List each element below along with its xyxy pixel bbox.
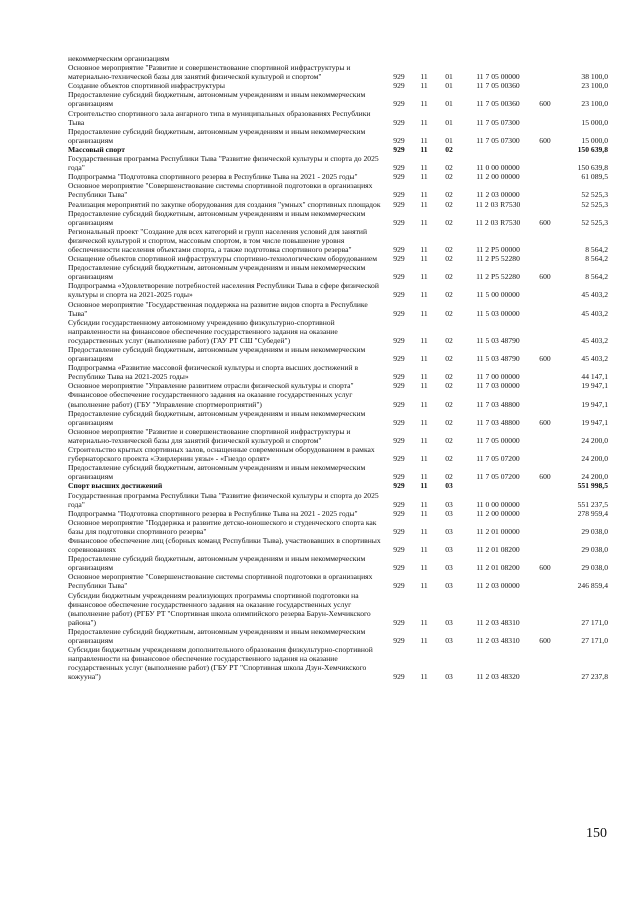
row-pr: 03 (445, 499, 453, 509)
row-ved: 929 (393, 272, 405, 282)
row-sum: 52 525,3 (581, 217, 608, 227)
row-pr: 02 (445, 217, 453, 227)
row-rz: 11 (420, 172, 428, 182)
table-row (68, 427, 608, 445)
row-csr: 11 5 03 00000 (476, 308, 520, 318)
row-name: Основное мероприятие "Совершенствование системы спортивной подготовки в организациях Республики Тыва" (68, 572, 373, 591)
row-rz: 11 (420, 499, 428, 509)
row-csr: 11 2 03 00000 (476, 581, 520, 591)
row-name: Финансовое обеспечение лиц (сборных команд Республики Тыва), участвовавших в спортивных соревнованиях (68, 535, 381, 555)
row-pr: 02 (445, 190, 453, 200)
row-name: Предоставление субсидий бюджетным, автономным учреждениям и иным некоммерческим организациям (68, 626, 366, 645)
table-row (68, 181, 608, 199)
row-rz: 11 (420, 481, 428, 491)
row-pr: 02 (445, 308, 453, 318)
row-sum: 15 000,0 (581, 135, 608, 145)
row-sum: 45 403,2 (581, 335, 608, 345)
row-rz: 11 (420, 290, 428, 300)
row-sum: 27 237,8 (581, 672, 608, 682)
row-pr: 02 (445, 254, 453, 264)
table-row (68, 227, 608, 254)
row-name: Основное мероприятие "Управление развитием отрасли физической культуры и спорта" (68, 381, 354, 391)
row-rz: 11 (420, 72, 428, 82)
row-ved: 929 (393, 545, 405, 555)
row-ved: 929 (393, 117, 405, 127)
row-rz (412, 54, 436, 63)
row-vr (534, 63, 556, 81)
row-ved: 929 (393, 636, 405, 645)
row-pr: 01 (445, 72, 453, 82)
row-name: Государственная программа Республики Тыва "Развитие физической культуры и спорта до 2025 года" (68, 490, 379, 509)
row-vr: 600 (539, 472, 551, 482)
row-rz: 11 (420, 272, 428, 282)
row-pr: 01 (445, 117, 453, 127)
row-vr (534, 427, 556, 445)
row-pr: 02 (445, 454, 453, 464)
row-ved: 929 (393, 335, 405, 345)
row-csr: 11 5 03 48790 (476, 335, 520, 345)
row-sum: 52 525,3 (581, 199, 608, 209)
row-vr (534, 645, 556, 681)
row-name: Субсидии государственному автономному учреждению физкультурно-спортивной направленности на финансовое обеспечение государственного задания на оказание государственных услуг (выполнение работ) (ГАУ РТ СШ "Субедей") (68, 317, 338, 345)
row-rz: 11 (420, 435, 428, 445)
row-sum: 24 200,0 (581, 454, 608, 464)
row-vr (534, 172, 556, 181)
row-ved: 929 (393, 417, 405, 427)
row-name: Строительство крытых спортивных залов, оснащенные современным оборудованием в рамках губернаторского проекта «Эзирлернин уязы» - «Гнездо орлят» (68, 445, 375, 464)
row-vr (534, 227, 556, 254)
row-ved: 929 (393, 72, 405, 82)
row-csr: 11 2 00 00000 (476, 172, 520, 182)
row-rz: 11 (420, 399, 428, 409)
table-row (68, 390, 608, 408)
row-csr: 11 0 00 00000 (476, 163, 520, 173)
row-csr (462, 481, 534, 490)
row-vr: 600 (539, 135, 551, 145)
row-rz: 11 (420, 217, 428, 227)
row-pr: 01 (445, 99, 453, 109)
row-csr: 11 2 03 R7530 (475, 217, 521, 227)
row-name: Подпрограмма "Подготовка спортивного резерва в Республике Тыва на 2021 - 2025 годы" (68, 508, 358, 518)
row-rz: 11 (420, 81, 428, 91)
row-name: Предоставление субсидий бюджетным, автономным учреждениям и иным некоммерческим организациям (68, 554, 366, 573)
table-row (68, 318, 608, 345)
row-ved: 929 (393, 190, 405, 200)
table-row (68, 445, 608, 463)
row-sum: 52 525,3 (581, 190, 608, 200)
row-pr: 02 (445, 381, 453, 391)
row-rz: 11 (420, 244, 428, 254)
row-rz: 11 (420, 381, 428, 391)
page-number: 150 (586, 826, 607, 841)
row-sum: 27 171,0 (581, 617, 608, 627)
row-csr: 11 2 01 08200 (476, 563, 520, 573)
row-ved: 929 (393, 508, 405, 518)
row-csr: 11 2 03 R7530 (475, 199, 521, 209)
row-sum: 246 859,4 (577, 581, 608, 591)
row-pr: 02 (445, 472, 453, 482)
row-sum (556, 54, 608, 63)
row-ved: 929 (393, 499, 405, 509)
row-rz: 11 (420, 144, 428, 154)
row-vr (534, 390, 556, 408)
row-name: Строительство спортивного зала ангарного типа в муниципальных образованиях Республики Тыва (68, 108, 371, 127)
row-vr (534, 518, 556, 536)
table-row (68, 591, 608, 627)
row-pr: 03 (445, 545, 453, 555)
table-row (68, 536, 608, 554)
row-rz: 11 (420, 581, 428, 591)
row-vr (534, 154, 556, 172)
table-row (68, 645, 608, 681)
row-vr (534, 536, 556, 554)
row-ved: 929 (393, 672, 405, 682)
row-sum: 45 403,2 (581, 354, 608, 364)
table-row (68, 127, 608, 145)
row-vr (534, 481, 556, 490)
row-ved: 929 (393, 135, 405, 145)
row-csr: 11 5 03 48790 (476, 354, 520, 364)
row-name: Предоставление субсидий бюджетным, автономным учреждениям и иным некоммерческим организациям (68, 408, 366, 427)
row-ved: 929 (393, 163, 405, 173)
table-row (68, 381, 608, 390)
row-rz: 11 (420, 545, 428, 555)
row-name: Предоставление субсидий бюджетным, автономным учреждениям и иным некоммерческим организациям (68, 263, 366, 282)
table-row (68, 90, 608, 108)
row-pr: 01 (445, 81, 453, 91)
row-ved: 929 (393, 217, 405, 227)
row-ved: 929 (393, 199, 405, 209)
row-name: Государственная программа Республики Тыва "Развитие физической культуры и спорта до 2025 года" (68, 154, 379, 173)
row-rz: 11 (420, 372, 428, 382)
row-csr: 11 7 03 00000 (476, 381, 520, 391)
row-rz: 11 (420, 99, 428, 109)
row-sum: 27 171,0 (581, 636, 608, 645)
row-sum: 551 998,5 (577, 481, 608, 491)
table-row (68, 481, 608, 490)
row-name: Предоставление субсидий бюджетным, автономным учреждениям и иным некоммерческим организациям (68, 463, 366, 482)
row-vr (534, 509, 556, 518)
row-sum: 38 100,0 (581, 72, 608, 82)
row-vr (534, 572, 556, 590)
row-vr (534, 254, 556, 263)
row-sum: 29 038,0 (581, 545, 608, 555)
row-rz: 11 (420, 472, 428, 482)
table-row (68, 572, 608, 590)
table-row (68, 627, 608, 645)
table-row (68, 81, 608, 90)
row-name: Подпрограмма "Подготовка спортивного резерва в Республике Тыва на 2021 - 2025 годы" (68, 172, 358, 182)
table-row (68, 254, 608, 263)
row-rz: 11 (420, 617, 428, 627)
row-csr: 11 0 00 00000 (476, 499, 520, 509)
row-name: некоммерческим организациям (68, 54, 170, 63)
row-vr: 600 (539, 354, 551, 364)
table-row (68, 300, 608, 318)
table-row (68, 463, 608, 481)
row-sum: 44 147,1 (581, 372, 608, 382)
row-vr (534, 300, 556, 318)
table-row (68, 54, 608, 63)
row-rz: 11 (420, 508, 428, 518)
row-ved: 929 (393, 81, 405, 91)
row-sum: 8 564,2 (585, 272, 608, 282)
row-name: Основное мероприятие "Развитие и совершенствование спортивной инфраструктуры и материально-технической базы для занятий физической культурой и спортом" (68, 63, 351, 82)
row-sum: 24 200,0 (581, 435, 608, 445)
row-csr (462, 145, 534, 154)
row-name: Массовый спорт (68, 144, 126, 154)
row-sum: 551 237,5 (577, 499, 608, 509)
row-sum: 29 038,0 (581, 526, 608, 536)
row-ved: 929 (393, 144, 405, 154)
row-sum: 45 403,2 (581, 290, 608, 300)
row-ved: 929 (393, 372, 405, 382)
row-csr: 11 2 P5 52280 (476, 272, 520, 282)
row-vr (534, 381, 556, 390)
row-pr: 02 (445, 335, 453, 345)
row-csr: 11 2 03 48320 (476, 672, 520, 682)
row-pr: 03 (445, 508, 453, 518)
table-row (68, 145, 608, 154)
row-csr: 11 7 03 48800 (476, 399, 520, 409)
row-sum: 8 564,2 (585, 254, 608, 264)
row-vr (534, 318, 556, 345)
table-row (68, 172, 608, 181)
row-ved: 929 (393, 435, 405, 445)
row-sum: 19 947,1 (581, 381, 608, 391)
row-rz: 11 (420, 417, 428, 427)
row-name: Оснащение объектов спортивной инфраструктуры спортивно-технологическим оборудованием (68, 254, 378, 264)
row-pr: 02 (445, 172, 453, 182)
row-vr (534, 145, 556, 154)
row-pr: 01 (445, 135, 453, 145)
row-pr: 03 (445, 617, 453, 627)
row-vr: 600 (539, 563, 551, 573)
row-vr (534, 109, 556, 127)
table-row (68, 518, 608, 536)
row-sum: 23 100,0 (581, 81, 608, 91)
row-vr (534, 181, 556, 199)
row-vr: 600 (539, 99, 551, 109)
row-name: Региональный проект "Создание для всех категорий и групп населения условий для занятий физической культурой и спортом, массовым спортом, в том числе повышение уровня обеспеченности населения объектами спорта, а также подготовка спортивного резерва" (68, 226, 368, 254)
row-pr: 02 (445, 163, 453, 173)
row-name: Спорт высших достижений (68, 481, 163, 491)
table-row (68, 491, 608, 509)
row-pr: 02 (445, 144, 453, 154)
row-name: Реализация мероприятий по закупке оборудования для создания "умных" спортивных площадок (68, 199, 381, 209)
row-rz: 11 (420, 117, 428, 127)
row-rz: 11 (420, 135, 428, 145)
row-name: Предоставление субсидий бюджетным, автономным учреждениям и иным некоммерческим организациям (68, 90, 366, 109)
row-csr: 11 2 03 48310 (476, 636, 520, 645)
table-row (68, 509, 608, 518)
table-row (68, 209, 608, 227)
row-name: Предоставление субсидий бюджетным, автономным учреждениям и иным некоммерческим организациям (68, 126, 366, 145)
row-name: Основное мероприятие "Поддержка и развитие детско-юношеского и студенческого спорта как базы для подготовки спортивного резерва" (68, 517, 377, 536)
row-csr: 11 2 00 00000 (476, 508, 520, 518)
row-vr (534, 591, 556, 627)
table-row (68, 154, 608, 172)
row-csr: 11 5 00 00000 (476, 290, 520, 300)
row-vr (534, 491, 556, 509)
row-pr: 03 (445, 636, 453, 645)
row-sum: 8 564,2 (585, 244, 608, 254)
row-name: Подпрограмма «Развитие массовой физической культуры и спорта высших достижений в Республике Тыва на 2021-2025 годы» (68, 363, 359, 382)
row-sum: 61 089,5 (581, 172, 608, 182)
row-ved: 929 (393, 526, 405, 536)
row-csr: 11 7 05 00000 (476, 435, 520, 445)
row-pr: 02 (445, 417, 453, 427)
row-rz: 11 (420, 354, 428, 364)
table-row (68, 263, 608, 281)
row-name: Субсидии бюджетным учреждениям дополнительного образования физкультурно-спортивной направленности на финансовое обеспечение государственного задания на оказание государственных услуг (выполнение работ) (ГБУ РТ "Спортивная школа Дзун-Хемчикского кожууна") (68, 645, 373, 682)
row-pr: 02 (445, 199, 453, 209)
row-name: Создание объектов спортивной инфраструктуры (68, 81, 225, 91)
row-ved: 929 (393, 617, 405, 627)
row-rz: 11 (420, 672, 428, 682)
row-name: Предоставление субсидий бюджетным, автономным учреждениям и иным некоммерческим организациям (68, 208, 366, 227)
row-rz: 11 (420, 254, 428, 264)
row-ved: 929 (393, 381, 405, 391)
row-vr: 600 (539, 217, 551, 227)
row-pr: 03 (445, 672, 453, 682)
row-pr: 02 (445, 354, 453, 364)
table-row (68, 63, 608, 81)
row-csr: 11 2 03 48310 (476, 617, 520, 627)
row-csr: 11 2 01 08200 (476, 545, 520, 555)
row-pr: 02 (445, 399, 453, 409)
row-name: Финансовое обеспечение государственного задания на оказание государственных услуг (выполнение работ) (ГБУ "Управление спортмероприятий") (68, 390, 353, 409)
row-csr: 11 7 05 07300 (476, 117, 520, 127)
row-pr: 03 (445, 581, 453, 591)
row-pr: 03 (445, 481, 453, 491)
row-ved: 929 (393, 399, 405, 409)
row-vr (534, 363, 556, 381)
row-csr: 11 7 00 00000 (476, 372, 520, 382)
row-vr (534, 281, 556, 299)
row-ved: 929 (393, 99, 405, 109)
row-sum: 19 947,1 (581, 399, 608, 409)
row-sum: 29 038,0 (581, 563, 608, 573)
row-ved: 929 (393, 244, 405, 254)
row-ved: 929 (393, 454, 405, 464)
row-rz: 11 (420, 308, 428, 318)
row-name: Субсидии бюджетным учреждениям реализующих программы спортивной подготовки на финансовое обеспечение государственного задания на оказание государственных услуг (выполнение работ) (РГБУ РТ "Спортивная школа олимпийского резерва Барун-Хемчикского района") (68, 590, 371, 627)
row-vr: 600 (539, 272, 551, 282)
row-sum: 150 639,8 (577, 163, 608, 173)
row-ved: 929 (393, 354, 405, 364)
row-name: Основное мероприятие "Развитие и совершенствование спортивной инфраструктуры и материально-технической базы для занятий физической культурой и спортом" (68, 426, 351, 445)
row-vr (534, 200, 556, 209)
row-sum: 150 639,8 (577, 144, 608, 154)
row-vr: 600 (539, 636, 551, 645)
row-pr: 02 (445, 244, 453, 254)
row-csr: 11 2 P5 00000 (476, 244, 520, 254)
row-name: Подпрограмма «Удовлетворение потребностей населения Республики Тыва в сфере физической культуры и спорта на 2021-2025 годы» (68, 281, 379, 300)
table-row (68, 281, 608, 299)
row-rz: 11 (420, 199, 428, 209)
row-ved: 929 (393, 481, 405, 491)
table-row (68, 109, 608, 127)
row-csr (462, 54, 534, 63)
row-pr: 03 (445, 526, 453, 536)
row-ved: 929 (393, 290, 405, 300)
row-pr: 02 (445, 372, 453, 382)
row-csr: 11 7 05 00000 (476, 72, 520, 82)
row-pr: 02 (445, 435, 453, 445)
row-vr (534, 445, 556, 463)
row-csr: 11 7 05 07200 (476, 454, 520, 464)
row-rz: 11 (420, 526, 428, 536)
row-sum: 19 947,1 (581, 417, 608, 427)
row-ved: 929 (393, 254, 405, 264)
row-sum: 24 200,0 (581, 472, 608, 482)
row-vr: 600 (539, 417, 551, 427)
row-csr: 11 2 03 00000 (476, 190, 520, 200)
row-csr: 11 2 01 00000 (476, 526, 520, 536)
row-csr: 11 2 P5 52280 (476, 254, 520, 264)
row-pr: 03 (445, 563, 453, 573)
row-ved: 929 (393, 472, 405, 482)
row-ved (386, 54, 412, 63)
row-sum: 278 959,4 (577, 508, 608, 518)
table-row (68, 554, 608, 572)
row-sum: 23 100,0 (581, 99, 608, 109)
row-rz: 11 (420, 454, 428, 464)
row-pr: 02 (445, 290, 453, 300)
row-csr: 11 7 05 07300 (476, 135, 520, 145)
row-name: Основное мероприятие "Государственная поддержка на развитие видов спорта в Республике Тыва" (68, 299, 368, 318)
row-name: Предоставление субсидий бюджетным, автономным учреждениям и иным некоммерческим организациям (68, 345, 366, 364)
row-sum: 15 000,0 (581, 117, 608, 127)
row-ved: 929 (393, 308, 405, 318)
budget-table-body (68, 54, 608, 681)
row-csr: 11 7 05 00360 (476, 99, 520, 109)
row-pr (436, 54, 462, 63)
row-rz: 11 (420, 163, 428, 173)
row-csr: 11 7 05 00360 (476, 81, 520, 91)
row-ved: 929 (393, 563, 405, 573)
row-rz: 11 (420, 190, 428, 200)
row-pr: 02 (445, 272, 453, 282)
row-name: Основное мероприятие "Совершенствование системы спортивной подготовки в организациях Республики Тыва" (68, 181, 373, 200)
table-row (68, 200, 608, 209)
row-rz: 11 (420, 636, 428, 645)
row-csr: 11 7 05 07200 (476, 472, 520, 482)
table-row (68, 409, 608, 427)
row-rz: 11 (420, 335, 428, 345)
budget-table (68, 54, 608, 681)
table-row (68, 363, 608, 381)
row-vr (534, 81, 556, 90)
row-ved: 929 (393, 172, 405, 182)
table-row (68, 345, 608, 363)
row-sum: 45 403,2 (581, 308, 608, 318)
row-rz: 11 (420, 563, 428, 573)
row-csr: 11 7 03 48800 (476, 417, 520, 427)
row-ved: 929 (393, 581, 405, 591)
row-vr (534, 54, 556, 63)
